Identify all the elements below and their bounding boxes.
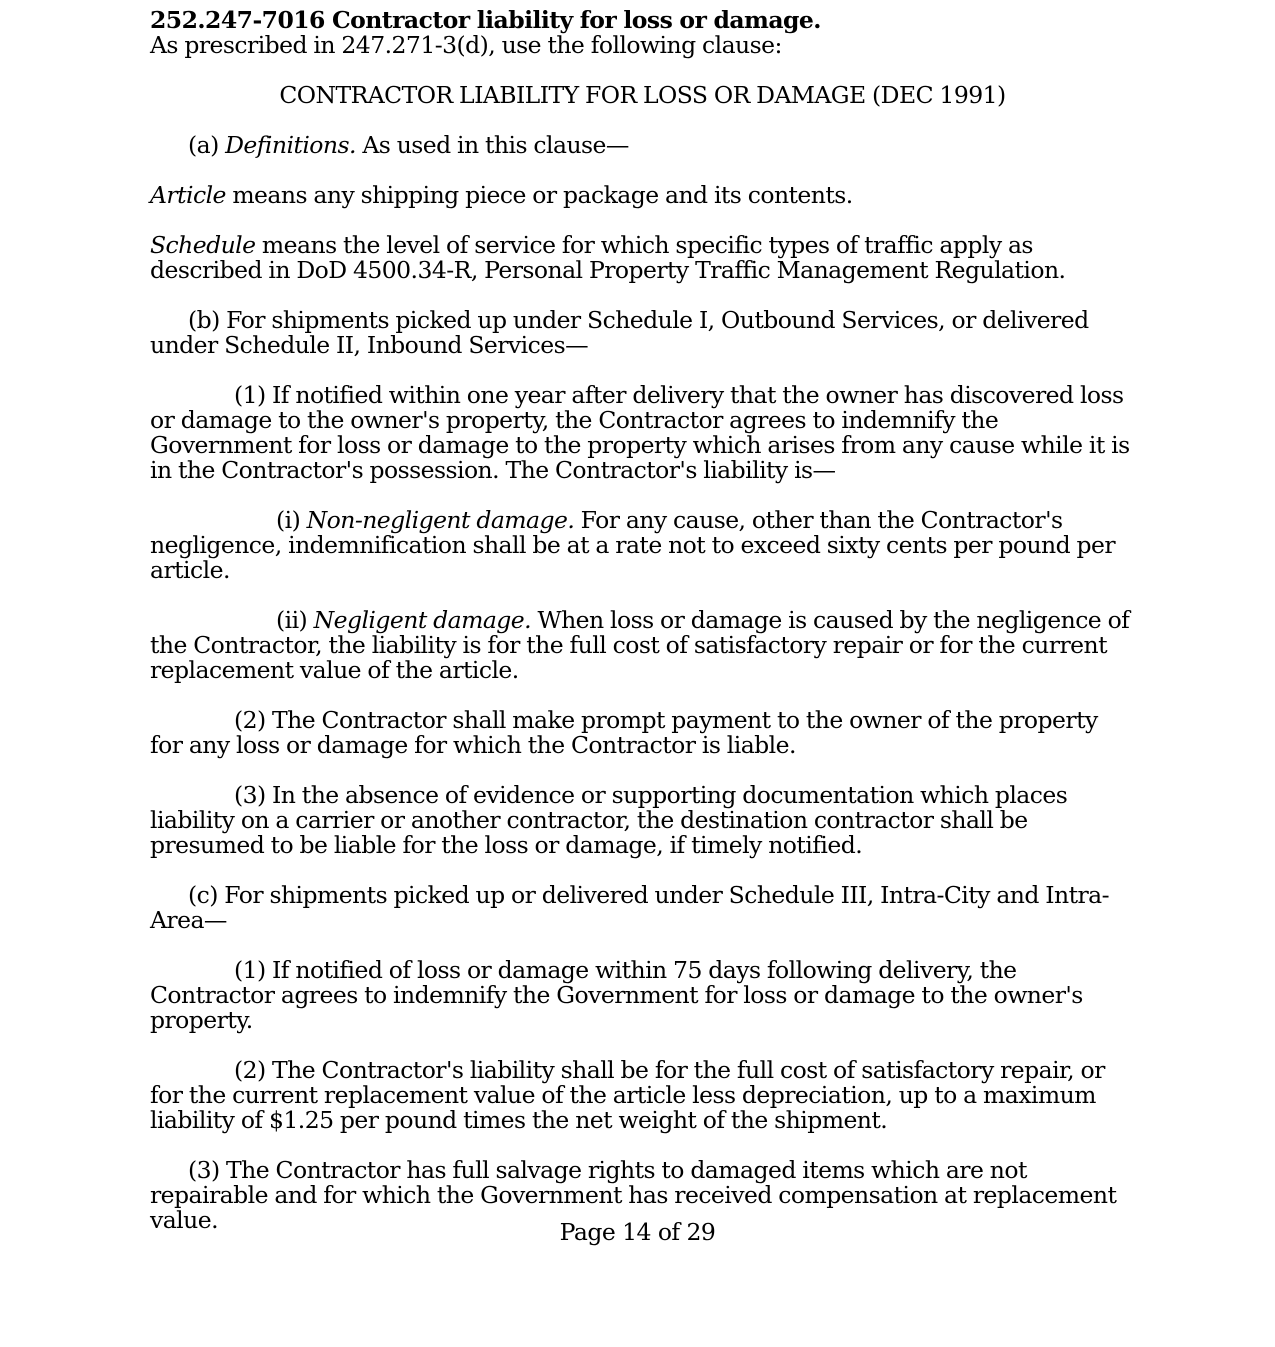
paragraph-a [150,133,1135,158]
prescription-text: As prescribed in 247.271-3(d), use the following clause: [150,31,782,59]
paragraph-c2: (2) The Contractor's liability shall be for the full cost of satisfactory repair, or for the current replacement value of the article less depreciation, up to a maximum liability of $1.25 per pound times the net weight of the shipment. [150,1056,1105,1134]
paragraph-b1i [150,508,1135,583]
definition-article-text: means any shipping piece or package and its contents. [225,181,853,209]
definition-article [150,183,1135,208]
paragraph-b1i-label: (i) [276,506,307,534]
paragraph-a-text: As used in this clause— [355,131,629,159]
paragraph-a-label: (a) [188,131,226,159]
paragraph-b1ii-label: (ii) [276,606,314,634]
section-heading: 252.247-7016 Contractor liability for loss or damage. [150,6,821,34]
paragraph-b1ii [150,608,1135,683]
paragraph-b1ii-term: Negligent damage. [313,606,532,634]
paragraph-b1i-term: Non-negligent damage. [306,506,575,534]
definition-schedule [150,233,1135,283]
paragraph-b: (b) For shipments picked up under Schedule I, Outbound Services, or delivered under Schedule II, Inbound Services— [150,306,1089,359]
paragraph-a-term: Definitions. [225,131,356,159]
paragraph-c1: (1) If notified of loss or damage within 75 days following delivery, the Contractor agrees to indemnify the Government for loss or damage to the owner's property. [150,956,1083,1034]
page-number: Page 14 of 29 [559,1218,716,1246]
document-body [150,8,1135,1233]
paragraph-b1: (1) If notified within one year after delivery that the owner has discovered loss or damage to the owner's property, the Contractor agrees to indemnify the Government for loss or damage to the property which arises from any cause while it is in the Contractor's possession. The Contractor's liability is— [150,381,1130,484]
definition-schedule-text: means the level of service for which specific types of traffic apply as described in DoD 4500.34-R, Personal Property Traffic Management Regulation. [150,231,1066,284]
paragraph-c: (c) For shipments picked up or delivered under Schedule III, Intra-City and Intra-Area— [150,881,1110,934]
definition-schedule-term: Schedule [150,231,256,259]
paragraph-b1i-text: For any cause, other than the Contractor's negligence, indemnification shall be at a rate not to exceed sixty cents per pound per article. [150,506,1116,584]
paragraph-b3: (3) In the absence of evidence or supporting documentation which places liability on a carrier or another contractor, the destination contractor shall be presumed to be liable for the loss or damage, if timely notified. [150,781,1068,859]
paragraph-c3: (3) The Contractor has full salvage rights to damaged items which are not repairable and for which the Government has received compensation at replacement value. [150,1156,1117,1234]
paragraph-b1ii-text: When loss or damage is caused by the negligence of the Contractor, the liability is for the full cost of satisfactory repair or for the current replacement value of the article. [150,606,1130,684]
definition-article-term: Article [150,181,226,209]
clause-title: CONTRACTOR LIABILITY FOR LOSS OR DAMAGE (DEC 1991) [279,81,1006,109]
paragraph-b2: (2) The Contractor shall make prompt payment to the owner of the property for any loss or damage for which the Contractor is liable. [150,706,1098,759]
